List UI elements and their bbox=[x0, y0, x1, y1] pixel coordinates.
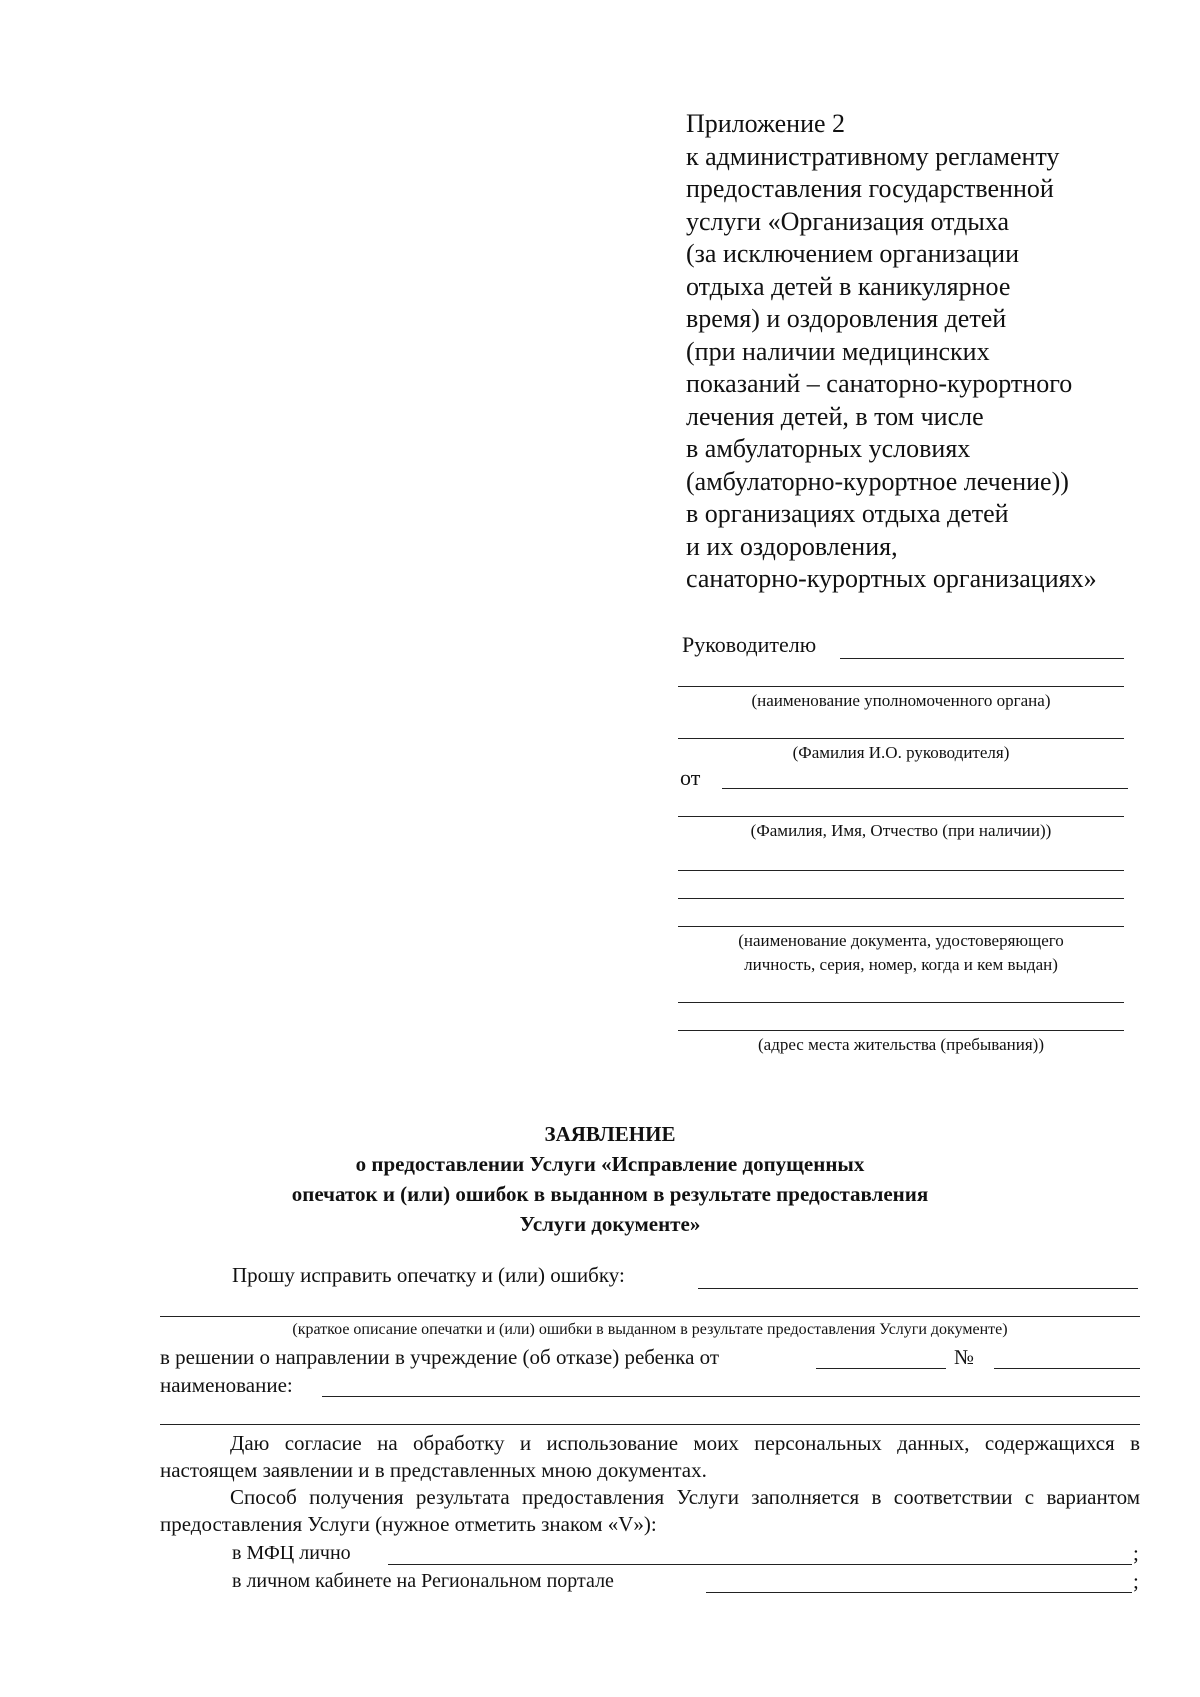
appendix-line: (амбулаторно-курортное лечение)) bbox=[686, 466, 1069, 496]
appendix-line: Приложение 2 bbox=[686, 109, 846, 138]
appendix-line: и их оздоровления, bbox=[686, 531, 898, 561]
semicolon: ; bbox=[1133, 1541, 1139, 1565]
address-field-2[interactable] bbox=[678, 1030, 1124, 1031]
document-subtitle-line: Услуги документе» bbox=[519, 1212, 701, 1236]
appendix-line: лечения детей, в том числе bbox=[686, 401, 984, 431]
decision-number-field[interactable] bbox=[994, 1368, 1140, 1369]
document-title: ЗАЯВЛЕНИЕ bbox=[544, 1122, 676, 1146]
id-doc-field-2[interactable] bbox=[678, 898, 1124, 899]
id-doc-field-1[interactable] bbox=[678, 870, 1124, 871]
consent-text: Даю согласие на обработку и использование моих персональных данных, содержащихся в настоящем заявлении и в представленных мною документах. bbox=[160, 1431, 1140, 1482]
appendix-line: в организациях отдыха детей bbox=[686, 499, 1009, 528]
applicant-caption: (Фамилия, Имя, Отчество (при наличии)) bbox=[750, 821, 1052, 840]
authority-name-field[interactable] bbox=[678, 686, 1124, 687]
id-doc-caption-1: (наименование документа, удостоверяющего bbox=[738, 931, 1064, 950]
applicant-name-field[interactable] bbox=[722, 788, 1128, 789]
option-mfc-field[interactable] bbox=[388, 1564, 1132, 1565]
address-caption: (адрес места жительства (пребывания)) bbox=[757, 1035, 1044, 1054]
document-subtitle-line: о предоставлении Услуги «Исправление допущенных bbox=[355, 1152, 865, 1176]
number-sign: № bbox=[954, 1345, 975, 1369]
appendix-line: (за исключением организации bbox=[686, 239, 1019, 268]
appendix-line: услуги «Организация отдыха bbox=[686, 206, 1010, 236]
consent-paragraph bbox=[160, 1430, 1140, 1484]
error-caption: (краткое описание опечатки и (или) ошибки в выданном в результате предоставления Услуги документе) bbox=[292, 1321, 1008, 1338]
authority-caption: (наименование уполномоченного органа) bbox=[751, 691, 1051, 710]
error-field[interactable] bbox=[698, 1288, 1138, 1289]
id-doc-caption-2: личность, серия, номер, когда и кем выдан) bbox=[744, 955, 1058, 974]
applicant-name-field-2[interactable] bbox=[678, 816, 1124, 817]
option-mfc-label: в МФЦ лично bbox=[232, 1542, 351, 1564]
document-name-field-2[interactable] bbox=[160, 1424, 1140, 1425]
appendix-header bbox=[686, 108, 1186, 596]
from-label: от bbox=[680, 765, 701, 790]
method-text: Способ получения результата предоставления Услуги заполняется в соответствии с вариантом предоставления Услуги (нужное отметить знаком «V»): bbox=[160, 1485, 1140, 1536]
head-name-field[interactable] bbox=[678, 738, 1124, 739]
id-doc-field-3[interactable] bbox=[678, 926, 1124, 927]
to-label: Руководителю bbox=[682, 632, 817, 657]
document-subtitle-line: опечаток и (или) ошибок в выданном в результате предоставления bbox=[291, 1182, 929, 1206]
address-field-1[interactable] bbox=[678, 1002, 1124, 1003]
head-authority-field[interactable] bbox=[840, 658, 1124, 659]
option-portal-field[interactable] bbox=[706, 1592, 1132, 1593]
appendix-line: к административному регламенту bbox=[686, 141, 1060, 171]
appendix-line: отдыха детей в каникулярное bbox=[686, 271, 1011, 301]
head-caption: (Фамилия И.О. руководителя) bbox=[792, 743, 1010, 762]
appendix-line: показаний – санаторно-курортного bbox=[686, 369, 1073, 398]
appendix-line: время) и оздоровления детей bbox=[686, 304, 1007, 333]
decision-date-field[interactable] bbox=[816, 1368, 946, 1369]
decision-label: в решении о направлении в учреждение (об отказе) ребенка от bbox=[160, 1345, 720, 1369]
request-label: Прошу исправить опечатку и (или) ошибку: bbox=[232, 1263, 625, 1287]
semicolon: ; bbox=[1133, 1569, 1139, 1593]
appendix-line: санаторно-курортных организациях» bbox=[686, 564, 1097, 593]
appendix-line: предоставления государственной bbox=[686, 174, 1054, 203]
error-field-2[interactable] bbox=[160, 1316, 1140, 1317]
appendix-line: (при наличии медицинских bbox=[686, 336, 990, 366]
method-paragraph bbox=[160, 1484, 1140, 1538]
name-label: наименование: bbox=[160, 1373, 293, 1397]
document-name-field[interactable] bbox=[322, 1396, 1140, 1397]
option-portal-label: в личном кабинете на Региональном портале bbox=[232, 1570, 614, 1592]
appendix-line: в амбулаторных условиях bbox=[686, 434, 971, 463]
